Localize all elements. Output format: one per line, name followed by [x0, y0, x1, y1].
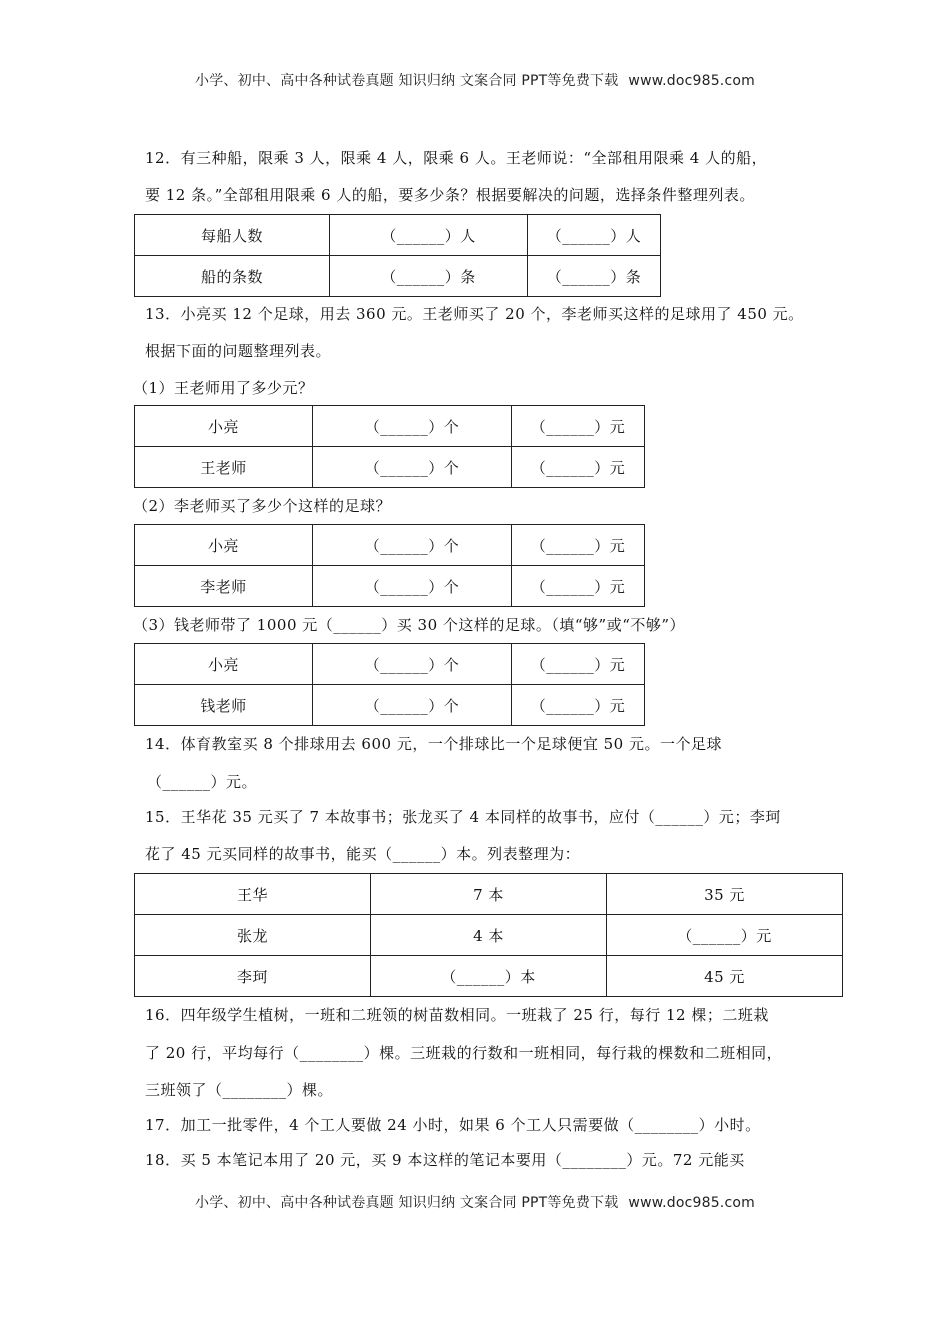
table-cell: （______）元 — [512, 447, 645, 488]
q18-line1: 18．买 5 本笔记本用了 20 元，买 9 本这样的笔记本要用（________）元。72 元能买 — [145, 1151, 745, 1169]
table-row — [135, 406, 645, 447]
q13-table2 — [134, 524, 645, 607]
table-cell: （______）元 — [512, 406, 645, 447]
table-row — [135, 956, 843, 997]
table-cell: 4 本 — [371, 915, 607, 956]
q12-line1: 12．有三种船，限乘 3 人，限乘 4 人，限乘 6 人。王老师说：“全部租用限乘 4 人的船， — [145, 149, 768, 167]
table-cell: 王老师 — [135, 447, 313, 488]
table-row — [135, 685, 645, 726]
table-row — [135, 447, 645, 488]
table-cell: 李老师 — [135, 566, 313, 607]
q12-table — [134, 214, 661, 297]
table-cell: 王华 — [135, 874, 371, 915]
q15-table — [134, 873, 843, 997]
q16-line2: 了 20 行，平均每行（________）棵。三班栽的行数和一班相同，每行栽的棵数和二班相同， — [145, 1044, 783, 1062]
table-row — [135, 644, 645, 685]
q14-line1: 14．体育教室买 8 个排球用去 600 元，一个排球比一个足球便宜 50 元。一个足球 — [145, 735, 722, 753]
table-row — [135, 874, 843, 915]
q17-line1: 17．加工一批零件，4 个工人要做 24 小时，如果 6 个工人只需要做（________）小时。 — [145, 1116, 761, 1134]
q16-line1: 16．四年级学生植树，一班和二班领的树苗数相同。一班栽了 25 行，每行 12 棵；二班栽 — [145, 1006, 769, 1024]
table-cell: 小亮 — [135, 525, 313, 566]
table-cell: 35 元 — [607, 874, 843, 915]
footer-site: www.doc985.com — [628, 1195, 755, 1211]
table-cell: 船的条数 — [135, 256, 330, 297]
q12-line2: 要 12 条。”全部租用限乘 6 人的船，要多少条？根据要解决的问题，选择条件整理列表。 — [145, 186, 755, 204]
q15-line1: 15．王华花 35 元买了 7 本故事书；张龙买了 4 本同样的故事书，应付（______）元；李珂 — [145, 808, 781, 826]
q13-sub3: （3）钱老师带了 1000 元（______）买 30 个这样的足球。（填“够”或“不够”） — [133, 616, 686, 634]
q14-line2: （______）元。 — [147, 773, 258, 791]
table-row — [135, 256, 661, 297]
table-cell: 小亮 — [135, 644, 313, 685]
q13-sub1: （1）王老师用了多少元？ — [133, 379, 314, 397]
table-cell: （______）人 — [528, 215, 661, 256]
table-row — [135, 215, 661, 256]
table-cell: （______）个 — [313, 406, 512, 447]
table-row — [135, 525, 645, 566]
footer-text: 小学、初中、高中各种试卷真题 知识归纳 文案合同 PPT等免费下载 — [195, 1195, 619, 1211]
table-cell: （______）元 — [512, 685, 645, 726]
header-text: 小学、初中、高中各种试卷真题 知识归纳 文案合同 PPT等免费下载 — [195, 73, 619, 89]
q13-table1 — [134, 405, 645, 488]
q13-table3 — [134, 643, 645, 726]
header-site: www.doc985.com — [628, 73, 755, 89]
table-cell: 每船人数 — [135, 215, 330, 256]
q15-line2: 花了 45 元买同样的故事书，能买（______）本。列表整理为： — [145, 845, 581, 863]
table-cell: （______）本 — [371, 956, 607, 997]
table-cell: （______）人 — [330, 215, 528, 256]
table-cell: （______）元 — [512, 566, 645, 607]
table-cell: 李珂 — [135, 956, 371, 997]
table-cell: （______）个 — [313, 525, 512, 566]
table-cell: （______）元 — [512, 644, 645, 685]
table-row — [135, 566, 645, 607]
q13-line2: 根据下面的问题整理列表。 — [145, 342, 332, 360]
table-cell: （______）条 — [330, 256, 528, 297]
table-cell: 钱老师 — [135, 685, 313, 726]
page-footer — [0, 1192, 950, 1212]
table-cell: 7 本 — [371, 874, 607, 915]
table-cell: （______）元 — [607, 915, 843, 956]
table-cell: （______）个 — [313, 566, 512, 607]
page-header — [0, 70, 950, 90]
table-cell: （______）条 — [528, 256, 661, 297]
table-cell: 张龙 — [135, 915, 371, 956]
table-cell: 小亮 — [135, 406, 313, 447]
table-cell: （______）元 — [512, 525, 645, 566]
table-row — [135, 915, 843, 956]
table-cell: （______）个 — [313, 644, 512, 685]
table-cell: （______）个 — [313, 685, 512, 726]
q16-line3: 三班领了（________）棵。 — [145, 1081, 334, 1099]
table-cell: （______）个 — [313, 447, 512, 488]
q13-sub2: （2）李老师买了多少个这样的足球？ — [133, 497, 392, 515]
table-cell: 45 元 — [607, 956, 843, 997]
q13-line1: 13．小亮买 12 个足球，用去 360 元。王老师买了 20 个，李老师买这样的足球用了 450 元。 — [145, 305, 804, 323]
